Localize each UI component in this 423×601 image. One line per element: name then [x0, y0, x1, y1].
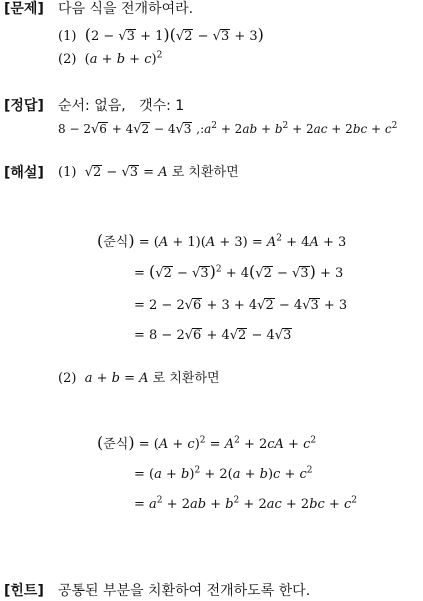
- step1-line-3: = 2 − 2√6 + 3 + 4√2 − 4√3 + 3: [134, 298, 348, 313]
- problem-item-1: (1) (2 − √3 + 1)(√2 − √3 + 3): [58, 25, 264, 44]
- step1-line-2: = $(√2 - √3)^2 + 4(√2 - √3) + 3$: [134, 262, 344, 281]
- answer-meta: [58, 97, 184, 115]
- answer-label: [정답]: [4, 98, 44, 114]
- answer-order: 순서: 없음,: [58, 98, 126, 114]
- explanation-step-2-intro: (2) a + b = A 로 치환하면: [58, 371, 220, 386]
- step1-line-1: (준식) = $(A + 1)(A + 3) = A^2 + 4A + 3$: [97, 231, 347, 250]
- hint-text: 공통된 부분을 치환하여 전개하도록 한다.: [58, 583, 311, 599]
- problem-instruction: 다음 식을 전개하여라.: [58, 1, 194, 17]
- step2-line-1: (준식) = $(A + c)^2 = A^2 + 2cA + c^2$: [97, 433, 317, 452]
- answer-count: 갯수: 1: [139, 98, 185, 114]
- problem-item-2: (2) $(a + b + c)^2$: [58, 50, 163, 67]
- step2-line-3: = $a^2 + 2ab + b^2 + 2ac + 2bc + c^2$: [134, 495, 357, 512]
- answer-separator: ,:: [196, 122, 205, 136]
- explanation-label: [해설]: [4, 165, 44, 181]
- explanation-step-1-intro: (1) √2 − √3 = A 로 치환하면: [58, 165, 239, 180]
- answer-expressions: 8 − 2√6 + 4√2 − 4√3 $,:a^2 + 2ab + b^2 + 2ac + 2bc + c^2$: [58, 121, 398, 137]
- step2-line-2: = $(a + b)^2 + 2(a + b)c + c^2$: [134, 465, 313, 482]
- step1-line-4: = 8 − 2√6 + 4√2 − 4√3: [134, 328, 292, 343]
- problem-label: [문제]: [4, 1, 44, 17]
- hint-label: [힌트]: [4, 583, 44, 599]
